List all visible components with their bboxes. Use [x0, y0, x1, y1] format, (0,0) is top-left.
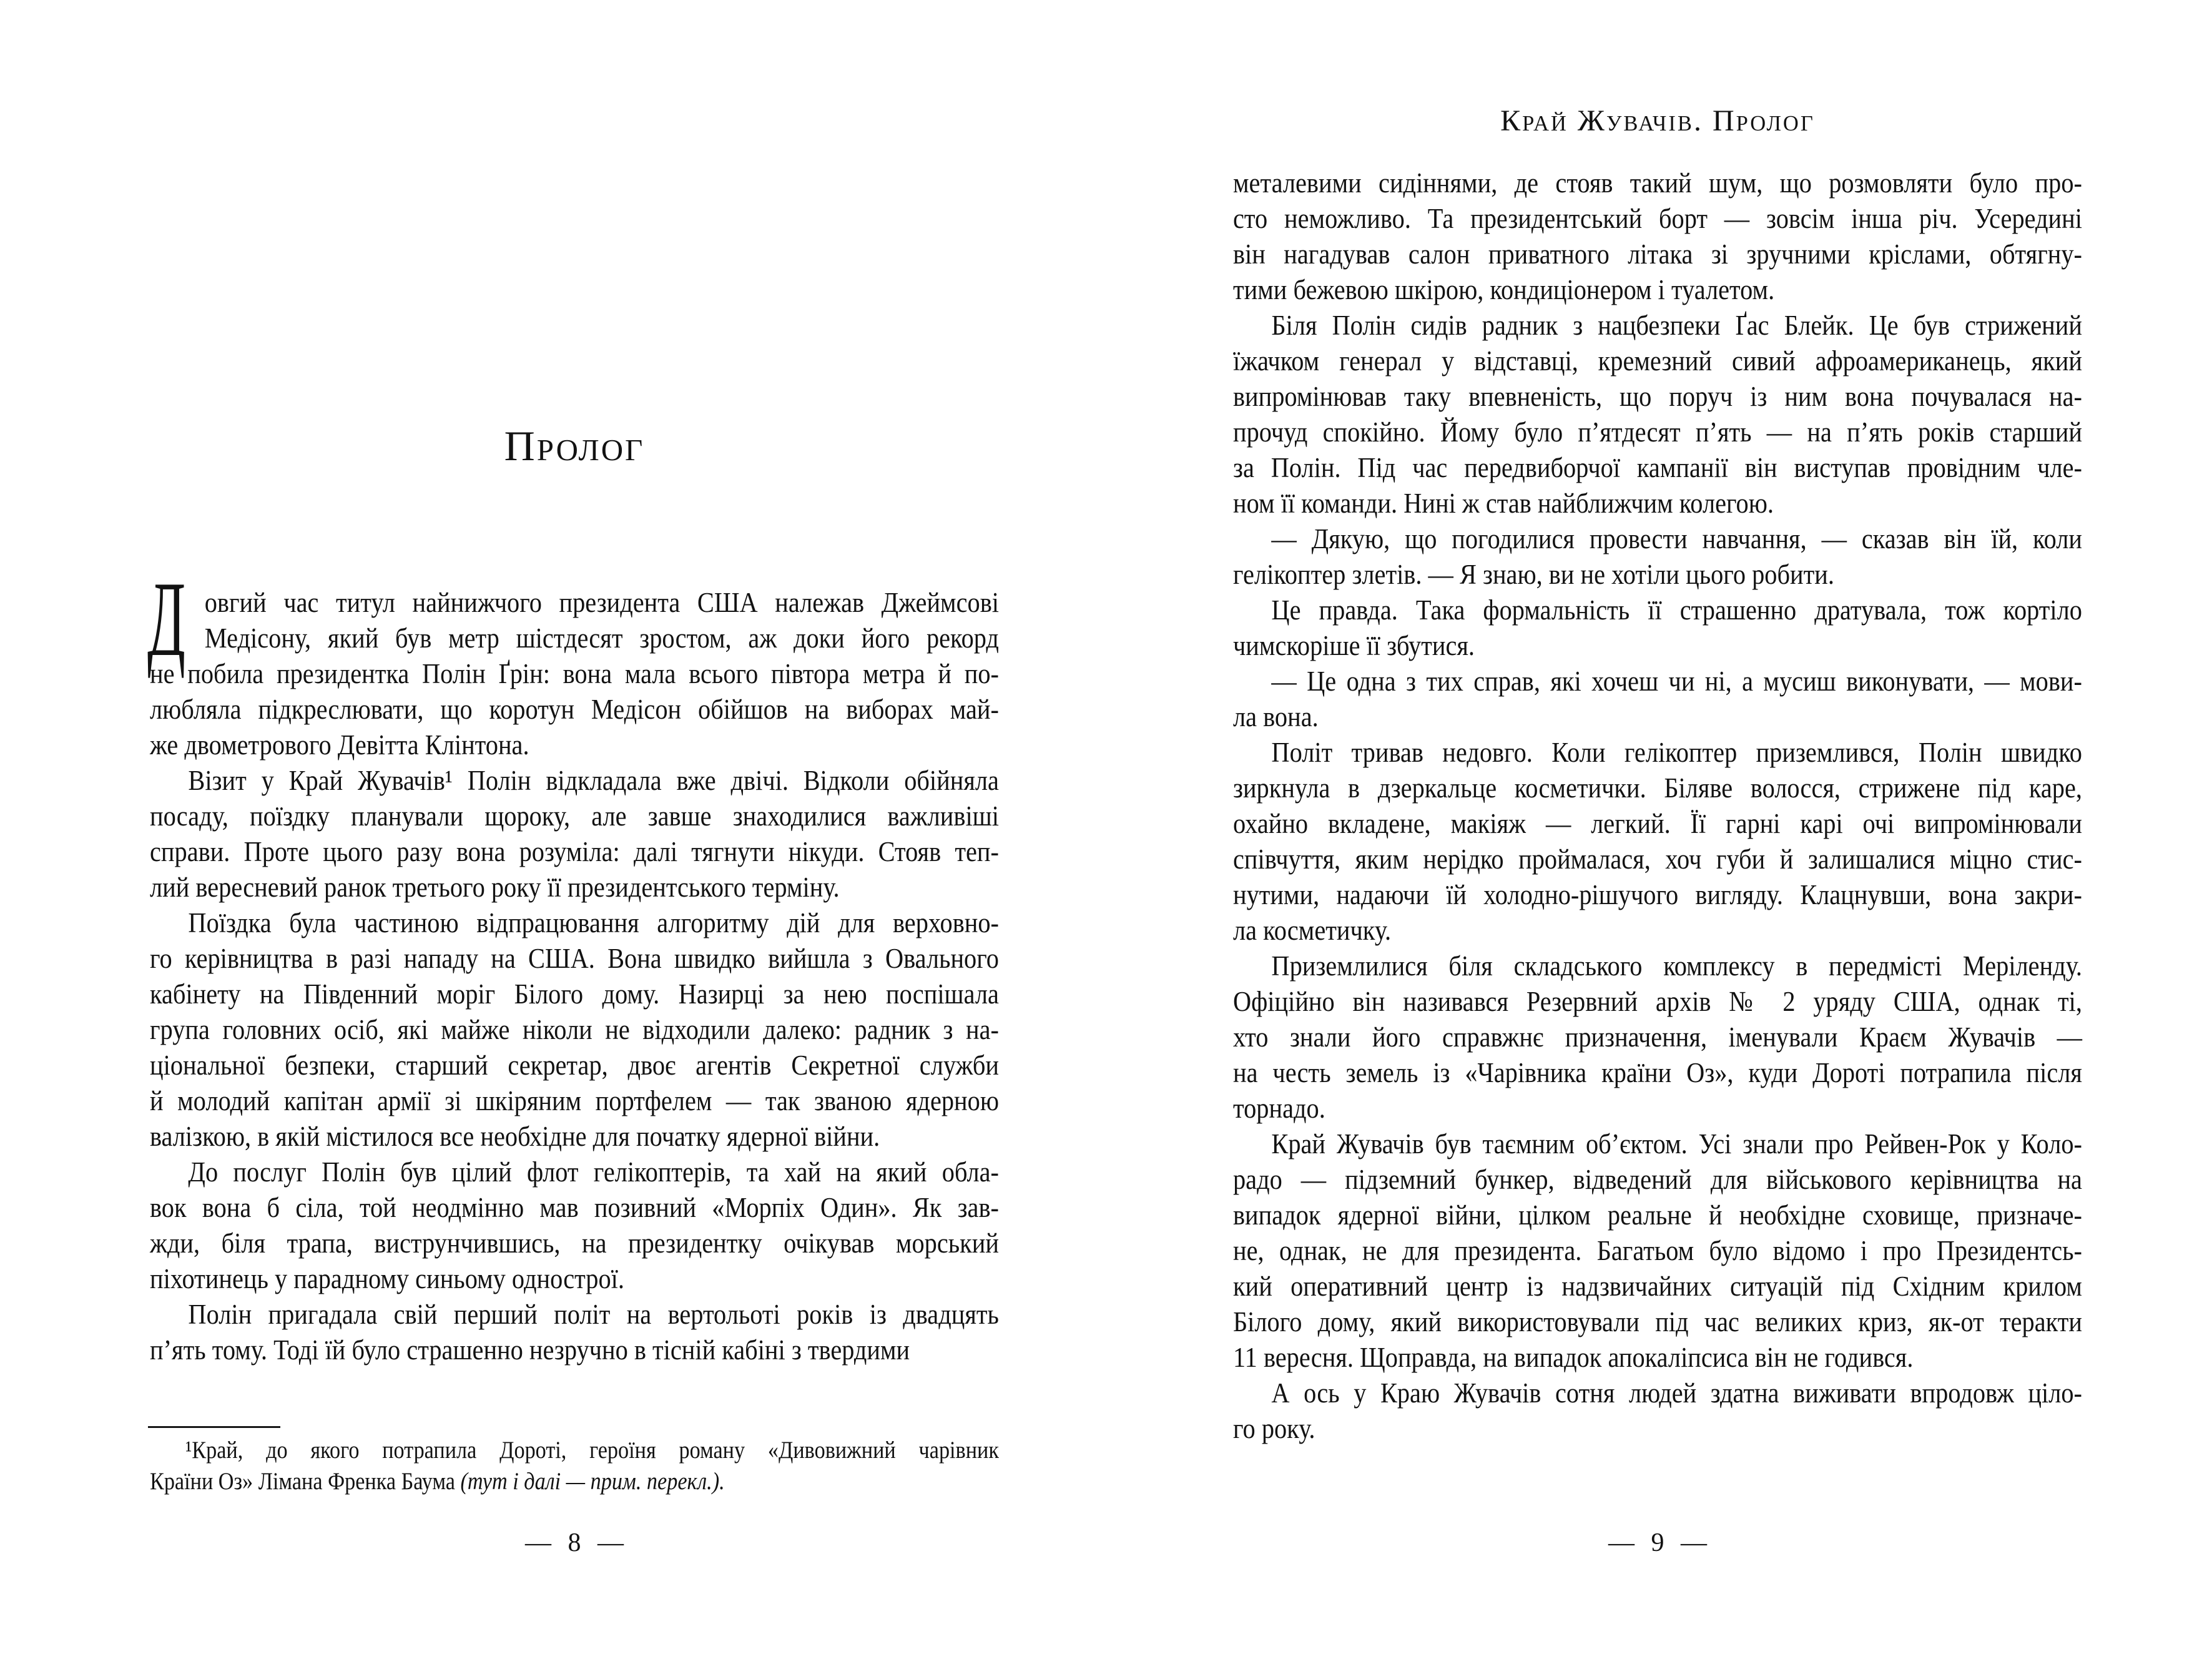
text-line: хто знали його справжнє призначення, іменували Краєм Жувачів —	[1233, 1021, 2082, 1053]
text-line: кий оперативний центр із надзвичайних ситуацій під Східним крилом	[1233, 1270, 2082, 1302]
chapter-heading: ПРОЛОГ	[504, 422, 645, 470]
text-line: й молодий капітан армії зі шкіряним портфелем — так званою ядерною	[150, 1085, 999, 1116]
text-line: металевими сидіннями, де стояв такий шум, що розмовляти було про-	[1233, 167, 2082, 199]
text-line: Країни Оз» Лімана Френка Баума (тут і далі — прим. перекл.).	[150, 1468, 725, 1495]
text-line: Офіційно він називався Резервний архів № 2 уряду США, однак ті,	[1233, 985, 2082, 1017]
text-line: А ось у Краю Жувачів сотня людей здатна виживати впродовж ціло-	[1271, 1377, 2082, 1409]
text-line: Візит у Край Жувачів¹ Полін відкладала вже двічі. Відколи обійняла	[188, 764, 999, 796]
text-line: Біля Полін сидів радник з нацбезпеки Ґас Блейк. Це був стрижений	[1271, 309, 2082, 341]
text-line: Поїздка була частиною відпрацювання алгоритму дій для верховно-	[188, 907, 999, 938]
text-line: ціональної безпеки, старший секретар, двоє агентів Секретної служби	[150, 1049, 999, 1081]
text-line: не, однак, не для президента. Багатьом було відомо і про Президентсь-	[1233, 1234, 2082, 1266]
text-line: Політ тривав недовго. Коли гелікоптер приземлився, Полін швидко	[1271, 736, 2082, 768]
footnote	[150, 1435, 999, 1497]
text-line: радо — підземний бункер, відведений для військового керівництва на	[1233, 1163, 2082, 1195]
text-line: Це правда. Така формальність її страшенно дратувала, тож кортіло	[1271, 594, 2082, 626]
footnote-rule	[148, 1426, 280, 1428]
text-line: не побила президентка Полін Ґрін: вона мала всього півтора метра й по-	[150, 657, 999, 689]
text-line: група головних осіб, які майже ніколи не відходили далеко: радник з на-	[150, 1013, 999, 1045]
text-line: охайно вкладене, макіяж — легкий. Її гарні карі очі випромінювали	[1233, 807, 2082, 839]
text-line: ном її команди. Нині ж став найближчим колегою.	[1233, 487, 1774, 519]
text-line: вок вона б сіла, той неодмінно мав позивний «Морпіх Один». Як зав-	[150, 1191, 999, 1223]
text-line: прочуд спокійно. Йому було п’ятдесят п’ять — на п’ять років старший	[1233, 416, 2082, 448]
text-line: же двометрового Девітта Клінтона.	[150, 729, 529, 761]
text-line: їжачком генерал у відставці, кремезний сивий афроамериканець, який	[1233, 345, 2082, 377]
text-line: Медісону, який був метр шістдесят зростом, аж доки його рекорд	[204, 622, 999, 654]
text-line: співчуття, яким нерідко проймалася, хоч губи й залишалися міцно стис-	[1233, 843, 2082, 875]
text-line: валізкою, в якій містилося все необхідне для початку ядерної війни.	[150, 1120, 880, 1152]
text-line: кабінету на Південний моріг Білого дому. Назирці за нею поспішала	[150, 978, 999, 1010]
text-line: на честь земель із «Чарівника країни Оз», куди Дороті потрапила після	[1233, 1056, 2082, 1088]
text-line: нутими, надаючи їй холодно-рішучого вигляду. Клацнувши, вона закри-	[1233, 879, 2082, 910]
drop-cap: Д	[147, 560, 186, 679]
body-text-right	[1233, 165, 2082, 1446]
text-line: Приземлилися біля складського комплексу в передмісті Меріленду.	[1271, 950, 2082, 982]
text-line: чимскоріше її збутися.	[1233, 629, 1475, 661]
text-line: — Дякую, що погодилися провести навчання, — сказав він їй, коли	[1271, 523, 2082, 554]
text-line: го керівництва в разі нападу на США. Вона швидко вийшла з Овального	[150, 942, 999, 974]
page-number-right: — 9 —	[1608, 1529, 1707, 1557]
text-line: тими бежевою шкірою, кондиціонером і туалетом.	[1233, 273, 1775, 305]
running-header: КРАЙ ЖУВАЧІВ. ПРОЛОГ	[1500, 104, 1815, 137]
text-line: гелікоптер злетів. — Я знаю, ви не хотіли цього робити.	[1233, 558, 1834, 590]
text-line: випромінював таку впевненість, що поруч із ним вона почувалася на-	[1233, 380, 2082, 412]
text-line: го року.	[1233, 1412, 1315, 1444]
text-line: Полін пригадала свій перший політ на вертольоті років із двадцять	[188, 1298, 999, 1330]
text-line: посаду, поїздку планували щороку, але завше знаходилися важливіші	[150, 800, 999, 832]
page-number-left: — 8 —	[525, 1529, 624, 1557]
text-line: торнадо.	[1233, 1092, 1325, 1124]
text-line: ¹Край, до якого потрапила Дороті, героїня роману «Дивовижний чарівник	[185, 1437, 999, 1464]
text-line: випадок ядерної війни, цілком реальне й необхідне сховище, призначе-	[1233, 1199, 2082, 1231]
text-line: Край Жувачів був таємним об’єктом. Усі знали про Рейвен-Рок у Коло-	[1271, 1128, 2082, 1159]
text-line: справи. Проте цього разу вона розуміла: далі тягнути нікуди. Стояв теп-	[150, 835, 999, 867]
text-line: любляла підкреслювати, що коротун Медісон обійшов на виборах май-	[150, 693, 999, 725]
text-line: ла вона.	[1233, 701, 1319, 732]
text-line: жди, біля трапа, виструнчившись, на президентку очікував морський	[150, 1227, 999, 1259]
text-line: До послуг Полін був цілий флот гелікоптерів, та хай на який обла-	[188, 1156, 999, 1188]
text-line: за Полін. Під час передвиборчої кампанії він виступав провідним чле-	[1233, 451, 2082, 483]
body-text-left	[150, 584, 999, 1367]
text-line: піхотинець у парадному синьому однострої.	[150, 1263, 624, 1294]
text-line: ла косметичку.	[1233, 914, 1392, 946]
text-line: овгий час титул найнижчого президента США належав Джеймсові	[204, 586, 999, 618]
text-line: сто неможливо. Та президентський борт — зовсім інша річ. Усередині	[1233, 202, 2082, 234]
text-line: Білого дому, який використовували під час великих криз, як-от теракти	[1233, 1306, 2082, 1337]
text-line: 11 вересня. Щоправда, на випадок апокаліпсиса він не годився.	[1233, 1341, 1914, 1373]
text-line: лий вересневий ранок третього року її президентського терміну.	[150, 871, 840, 903]
text-line: він нагадував салон приватного літака зі зручними кріслами, обтягну-	[1233, 238, 2082, 270]
text-line: зиркнула в дзеркальце косметички. Біляве волосся, стрижене під каре,	[1233, 772, 2082, 804]
text-line: — Це одна з тих справ, які хочеш чи ні, а мусиш виконувати, — мови-	[1271, 665, 2082, 697]
text-line: п’ять тому. Тоді їй було страшенно незручно в тісній кабіні з твердими	[150, 1334, 910, 1366]
